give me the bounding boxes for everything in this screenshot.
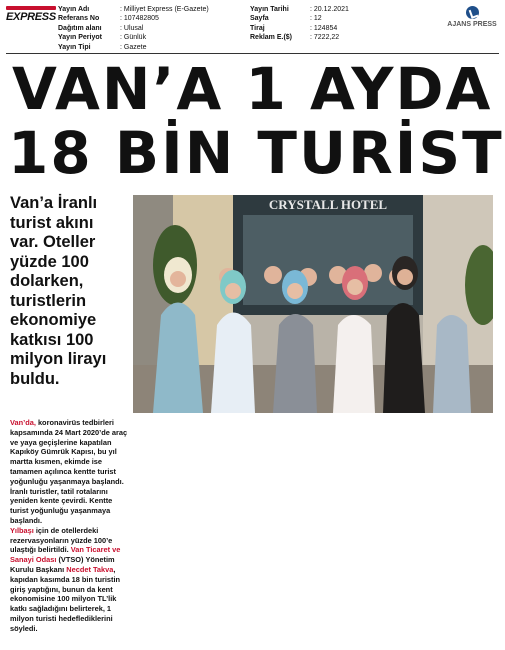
meta-label: Referans No [58,15,100,23]
meta-label: Yayın Tipi [58,43,91,51]
hotel-sign: CRYSTALL HOTEL [268,197,388,212]
spot-text [10,194,128,389]
clipping-header [0,0,505,52]
lead-word: Yılbaşı [10,525,34,535]
news-photo [133,195,493,413]
meta-value: : Milliyet Express (E-Gazete) [120,6,209,13]
meta-label: Yayın Adı [58,6,90,13]
spot-line: ekonomiye [10,311,97,329]
headline-line-1: VAN’A 1 AYDA [12,55,493,123]
meta-row [58,14,209,23]
meta-label: Sayfa [250,15,269,23]
meta-row [250,5,349,14]
header-divider [6,53,499,54]
meta-value: : 7222,22 [310,34,340,42]
spot-line: Van’a İranlı [10,194,98,212]
meta-value: : Gazete [120,43,147,51]
headline-line-2: 18 BİN TURİST [8,119,504,187]
photo-illustration [133,195,493,413]
meta-row [58,5,209,14]
body-paragraph [10,526,130,634]
meta-row [250,14,349,23]
meta-value: : 124854 [310,24,338,32]
meta-value: : 12 [310,15,322,23]
meta-label: Yayın Periyot [58,34,102,42]
meta-value: : Ulusal [120,24,144,32]
metadata-left [58,5,209,52]
body-text: için de otellerdeki rezervasyonların yüzde 100’e ulaştığı belirtildi. [10,525,113,555]
agency-logo [442,6,502,28]
body-text: (VTSO) Yönetim Kurulu Başkanı [10,555,115,574]
spot-line: milyon lirayı [10,350,107,368]
body-text: , kapıdan kasımda 18 bin turistin giriş yaptığını, bunun da kent ekonomisine 100 milyon TL’lik katkı sağladığını belirterek, 1 milyon turisti hedeflediklerini söyledi. [10,564,121,633]
meta-row [58,43,209,52]
meta-value: : 107482805 [120,15,159,23]
metadata-right [250,5,349,43]
spot-line: turist akını [10,213,94,232]
meta-value: : 20.12.2021 [310,6,349,13]
meta-label: Yayın Tarihi [250,6,289,13]
meta-row [250,24,349,33]
spot-line: dolarken, [10,272,84,290]
meta-label: Dağıtım alanı [58,24,102,32]
meta-row [58,33,209,42]
person-name: Necdet Takva [66,564,114,574]
meta-row [58,24,209,33]
lead-word: Van’da, [10,418,36,427]
logo-bar [6,6,56,10]
org-name: Van Ticaret ve Sanayi Odası [10,545,121,565]
meta-row [250,33,349,42]
logo-text: EXPRESS [6,11,56,23]
spot-line: buldu. [10,369,60,388]
agency-name: AJANS PRESS [447,21,497,28]
article-body [10,418,130,634]
spot-line: yüzde 100 [10,252,89,271]
body-paragraph [10,418,130,526]
spot-line: turistlerin [10,291,87,310]
meta-label: Tiraj [250,24,265,32]
spot-line: var. Oteller [10,233,96,251]
meta-label: Reklam E.($) [250,34,293,42]
meta-value: : Günlük [120,34,147,42]
body-text: koronavirüs tedbirleri kapsamında 24 Mart 2020’de araç ve yaya geçişlerine kapatılan Kapıköy Gümrük Kapısı, bu yıl martta kısmen, ekimde ise tamamen açılınca kentte turist yoğunluğu yaşanmaya başlandı. İranlı turistler, tatil rotalarını yeniden kente çevirdi. Kentte turist yoğunluğu yaşanmaya başlandı. [10,418,128,525]
spot-line: katkısı 100 [10,330,94,349]
agency-mark-icon [466,6,479,19]
publication-logo [6,6,56,24]
